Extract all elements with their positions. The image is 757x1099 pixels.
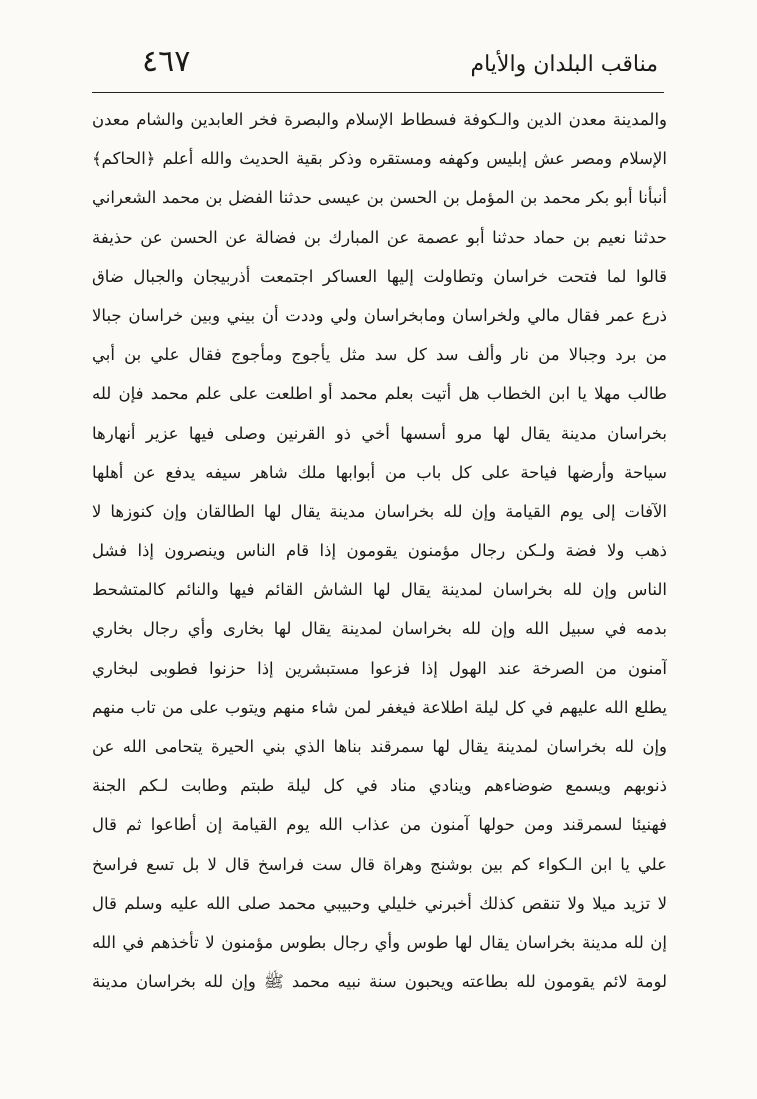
page-number: ٤٦٧ [142,44,191,79]
text-line: فهنيئا لسمرقند ومن حولها آمنون من عذاب الله يوم القيامة إن أطاعوا ثم قال [92,815,667,835]
text-line: علي يا ابن الـكواء كم بين بوشنج وهراة قال ست فراسخ قال لا بل تسع فراسخ [92,854,667,874]
text-line: الآفات إلى يوم القيامة وإن لله بخراسان مدينة يقال لها الطالقان وإن كنوزها لا [92,501,667,521]
text-line: قالوا لما فتحت خراسان وتطاولت إليها العساكر اجتمعت أذربيجان والجبال ضاق [92,266,667,286]
text-line: حدثنا نعيم بن حماد حدثنا أبو عصمة عن المبارك بن فضالة عن الحسن عن حذيفة [92,227,667,247]
text-line: طالب مهلا يا ابن الخطاب هل أتيت بعلم محمد أو اطلعت على علم محمد فإن لله [92,384,667,404]
text-line: إن لله مدينة بخراسان يقال لها طوس وأي رجال بطوس مؤمنون لا تأخذهم في الله [92,932,667,952]
text-line: وإن لله بخراسان لمدينة يقال لها سمرقند بناها الذي بني الحيرة يتحامى الله عن [92,737,667,756]
text-line: ذهب ولا فضة ولـكن رجال مؤمنون يقومون إذا قام الناس وينصرون إذا فشل [92,541,667,561]
text-line: ذنوبهم ويسمع ضوضاءهم وينادي مناد في كل ليلة طبتم وطابت لـكم الجنة [92,776,667,796]
page-header [92,38,664,88]
header-rule [92,92,664,93]
text-line: بدمه في سبيل الله وإن لله بخراسان لمدينة يقال لها بخارى وأي رجال بخاري [92,619,667,639]
text-line: سياحة وأرضها فياحة على كل باب من أبوابها ملك شاهر سيفه يدفع عن أهلها [92,462,667,482]
text-line: الناس وإن لله بخراسان لمدينة يقال لها الشاش القائم فيها والنائم كالمتشحط [92,580,667,600]
text-line: لا تزيد ميلا ولا تنقص كذلك أخبرني خليلي وحبيبي محمد صلى الله عليه وسلم قال [92,893,667,913]
text-line: آمنون من الصرخة عند الهول إذا فزعوا مستبشرين إذا حزنوا فطوبى لبخاري [92,658,667,678]
text-line: ذرع عمر فقال مالي ولخراسان ومابخراسان ولي وددت أن بيني وبين خراسان جبالا [92,305,667,325]
text-line: والمدينة معدن الدين والـكوفة فسطاط الإسلام والبصرة فخر العابدين والشام معدن [92,110,667,129]
running-title: مناقب البلدان والأيام [470,52,658,77]
text-line: يطلع الله عليهم في كل ليلة اطلاعة فيغفر لمن شاء منهم ويتوب على من تاب منهم [92,697,667,717]
text-line: أنبأنا أبو بكر محمد بن المؤمل بن الحسن بن عيسى حدثنا الفضل بن محمد الشعراني [92,188,667,208]
text-line: لومة لائم يقومون لله بطاعته ويحبون سنة نبيه محمد ﷺ وإن لله بخراسان مدينة [92,972,667,992]
text-line: الإسلام ومصر عش إبليس وكهفه ومستقره وذكر بقية الحديث والله أعلم ﴿الحاكم﴾ [92,149,667,169]
text-line: بخراسان مدينة يقال لها مرو أسسها أخي ذو القرنين وصلى فيها عزير أنهارها [92,423,667,443]
text-line: من برد وجبالا من نار وألف سد كل سد مثل يأجوج ومأجوج فقال علي بن أبي [92,345,667,365]
body-text [92,100,667,1001]
